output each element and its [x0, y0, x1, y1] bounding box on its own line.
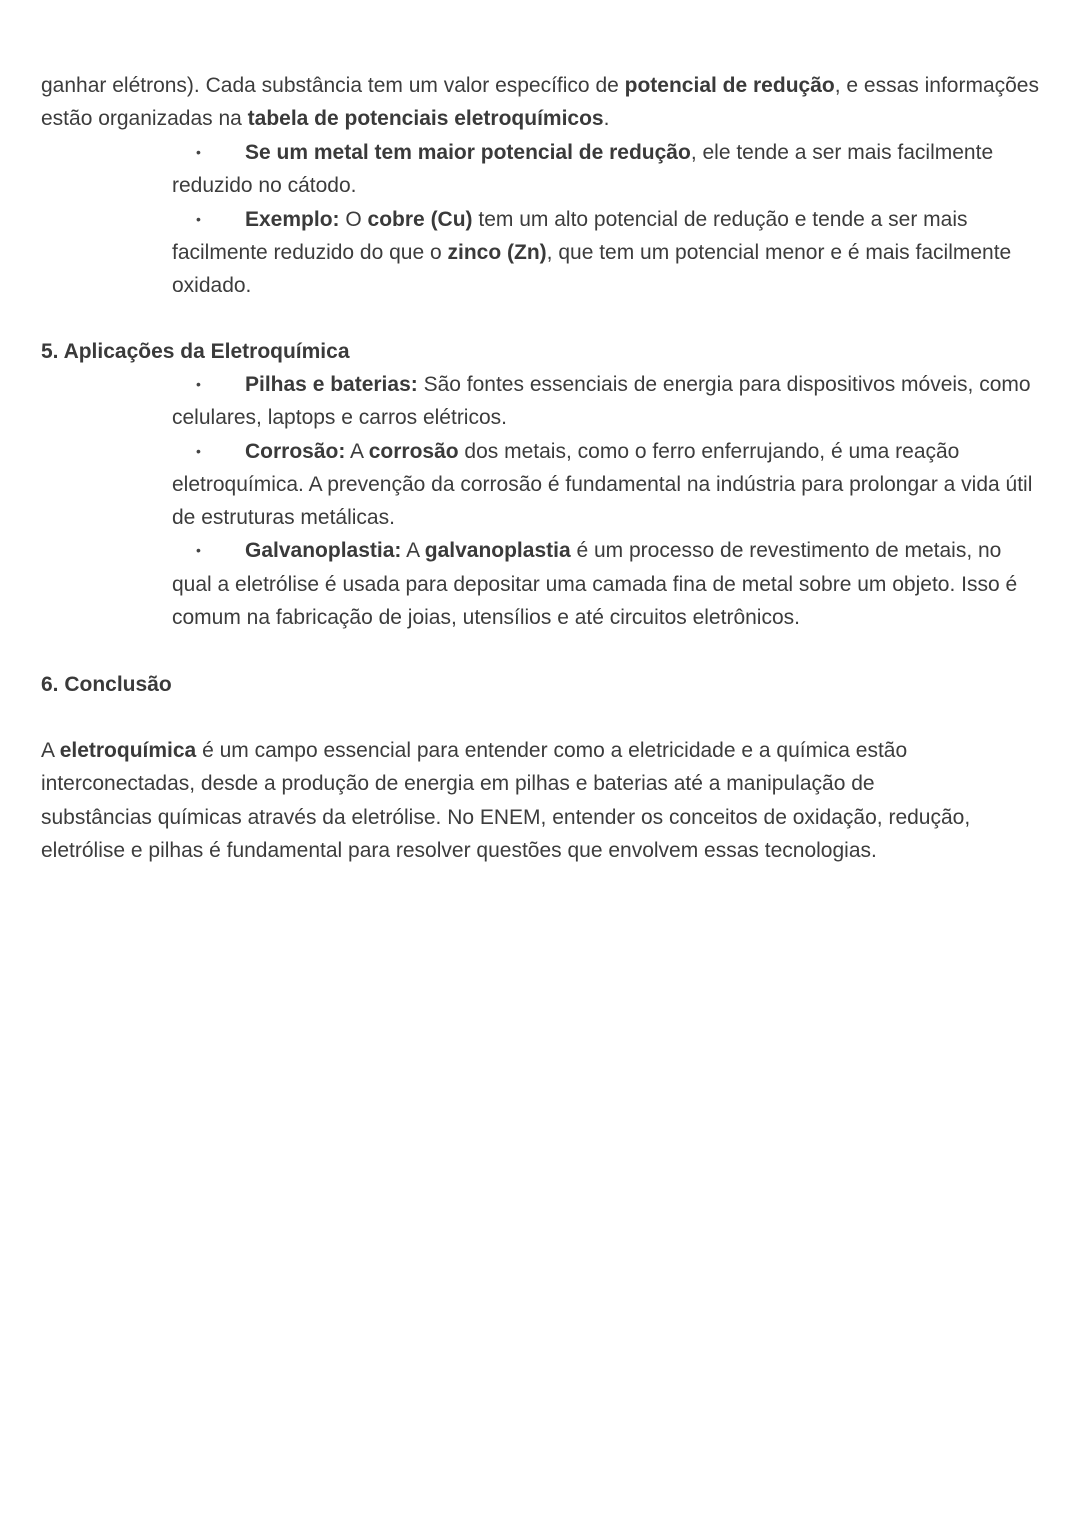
- bullet-icon: •: [196, 210, 201, 227]
- bullet-text: São fontes essenciais de energia para dispositivos móveis, como celulares, laptops e carros elétricos.: [172, 373, 1031, 430]
- bullet-text: A: [345, 439, 369, 463]
- section5-title: 5. Aplicações da Eletroquímica: [41, 340, 350, 363]
- list-item: [172, 534, 1042, 634]
- intro-text-3: .: [603, 107, 610, 131]
- intro-text-1: ganhar elétrons). Cada substância tem um valor específico de: [41, 74, 625, 97]
- bullet-bold: Galvanoplastia:: [245, 539, 402, 563]
- bullet-bold-inline: galvanoplastia: [424, 539, 571, 563]
- intro-bold-2: tabela de potenciais eletroquímicos: [247, 107, 604, 131]
- conclusion-paragraph: [41, 734, 991, 867]
- list-item: [172, 435, 1042, 535]
- list-item: [172, 203, 1042, 303]
- bullet-text: dos metais, como o ferro enferrujando, é uma reação eletroquímica. A prevenção da corrosão é fundamental na indústria para prolongar a vida útil de estruturas metálicas.: [172, 439, 1033, 530]
- list-item: [172, 136, 1042, 203]
- bullet-bold: Se um metal tem maior potencial de redução: [245, 141, 691, 164]
- bullet-text: , ele tende a ser mais facilmente reduzido no cátodo.: [172, 141, 994, 198]
- bullet-text: O: [339, 207, 368, 231]
- section5-bullet-list: [172, 368, 1042, 634]
- bullet-bold: Exemplo:: [245, 207, 340, 231]
- bullet-text: tem um alto potencial de redução e tende a ser mais facilmente reduzido do que o: [172, 207, 968, 264]
- conclusion-text-1: A: [41, 739, 60, 762]
- bullet-bold-inline: corrosão: [368, 439, 459, 463]
- intro-text-2: , e essas informações estão organizadas na: [41, 74, 1039, 131]
- conclusion-text-2: é um campo essencial para entender como a eletricidade e a química estão interconectadas, desde a produção de energia em pilhas e baterias até a manipulação de substâncias químicas através da eletrólise. No ENEM, entender os conceitos de oxidação, redução, eletrólise e pilhas é fundamental para resolver questões que envolvem essas tecnologias.: [41, 739, 971, 862]
- bullet-icon: •: [196, 442, 201, 459]
- section4-bullet-list: [172, 136, 1042, 302]
- bullet-text: , que tem um potencial menor e é mais facilmente oxidado.: [172, 240, 1012, 298]
- bullet-bold-inline: cobre (Cu): [367, 207, 473, 231]
- bullet-icon: •: [196, 144, 201, 160]
- list-item: [172, 368, 1042, 435]
- conclusion-bold: eletroquímica: [59, 739, 197, 762]
- bullet-icon: •: [196, 376, 201, 392]
- intro-bold-1: potencial de redução: [624, 74, 835, 97]
- section6-title: 6. Conclusão: [41, 673, 172, 696]
- bullet-text: A: [401, 539, 425, 563]
- bullet-bold-inline: zinco (Zn): [447, 240, 547, 264]
- bullet-text: é um processo de revestimento de metais, no qual a eletrólise é usada para depositar uma camada fina de metal sobre um objeto. Isso é comum na fabricação de joias, utensílios e até circuitos eletrônicos.: [172, 539, 1018, 630]
- bullet-bold: Pilhas e baterias:: [245, 373, 418, 396]
- intro-paragraph: [41, 69, 1041, 136]
- bullet-icon: •: [196, 542, 201, 559]
- bullet-bold: Corrosão:: [245, 439, 346, 463]
